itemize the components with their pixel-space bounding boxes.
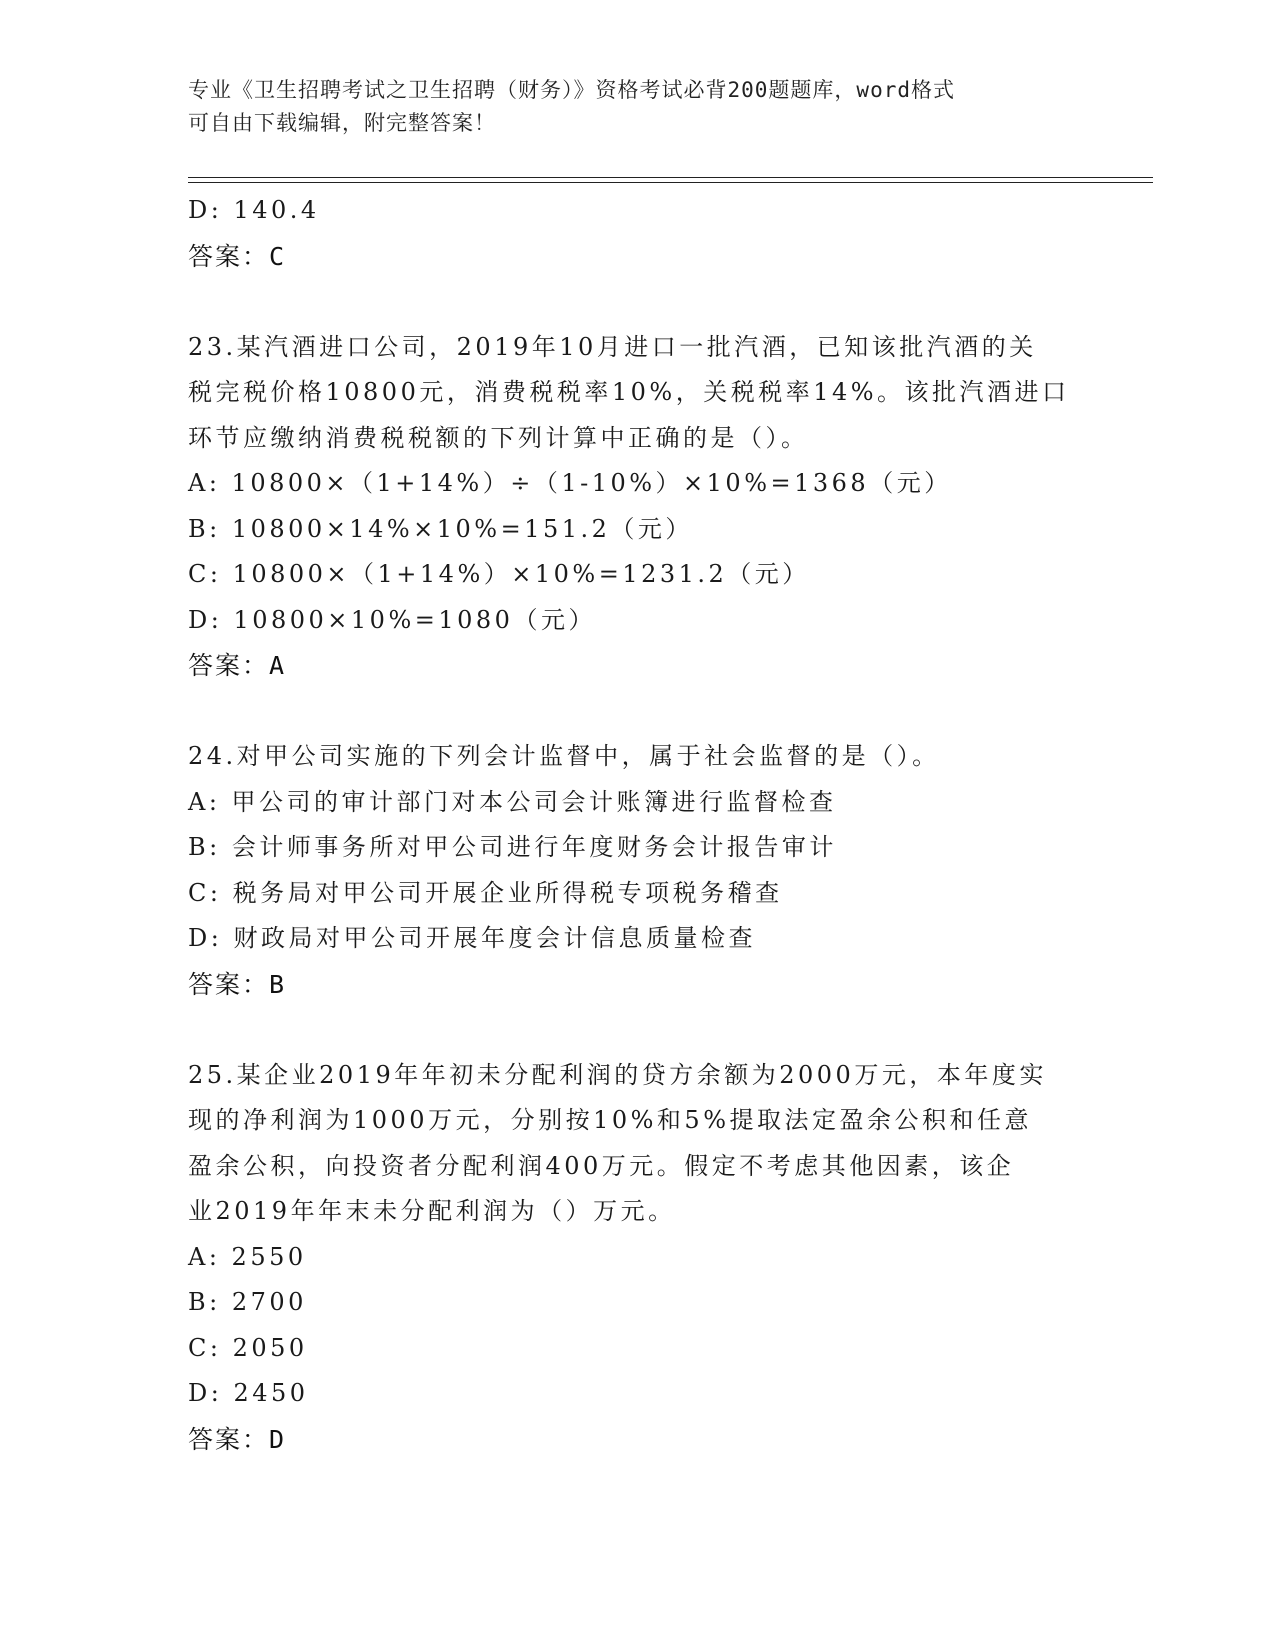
question-block bbox=[188, 1007, 1088, 1462]
question-stem-line: 税完税价格10800元，消费税税率10%，关税税率14%。该批汽酒进口 bbox=[188, 378, 1070, 406]
header-divider-bottom bbox=[188, 182, 1153, 183]
question-list bbox=[188, 188, 1088, 1462]
correct-answer: 答案：D bbox=[188, 1424, 287, 1454]
question-stem-line: 业2019年年末未分配利润为（）万元。 bbox=[188, 1197, 676, 1225]
question-stem-line: 23.某汽酒进口公司，2019年10月进口一批汽酒，已知该批汽酒的关 bbox=[188, 332, 1037, 361]
correct-answer: 答案：C bbox=[188, 241, 287, 271]
answer-option: C: 税务局对甲公司开展企业所得税专项税务稽查 bbox=[188, 878, 783, 907]
question-block bbox=[188, 689, 1088, 1008]
answer-option: B: 2700 bbox=[188, 1288, 307, 1316]
question-stem-line: 盈余公积，向投资者分配利润400万元。假定不考虑其他因素，该企 bbox=[188, 1151, 1015, 1180]
question-stem-line: 24.对甲公司实施的下列会计监督中，属于社会监督的是（）。 bbox=[188, 742, 940, 770]
answer-option: D: 140.4 bbox=[188, 196, 320, 224]
header-title-line-2: 可自由下载编辑，附完整答案！ bbox=[188, 111, 496, 135]
correct-answer: 答案：A bbox=[188, 651, 287, 680]
answer-option: A: 甲公司的审计部门对本公司会计账簿进行监督检查 bbox=[188, 787, 837, 816]
answer-option: B: 会计师事务所对甲公司进行年度财务会计报告审计 bbox=[188, 833, 837, 861]
answer-option: C: 10800×（1+14%）×10%=1231.2（元） bbox=[188, 560, 810, 588]
answer-option: D: 2450 bbox=[188, 1379, 309, 1407]
block-spacer bbox=[188, 689, 1088, 735]
correct-answer: 答案：B bbox=[188, 969, 287, 999]
question-continuation bbox=[188, 188, 1088, 279]
header-title-line-1: 专业《卫生招聘考试之卫生招聘（财务）》资格考试必背200题题库，word格式 bbox=[188, 78, 955, 102]
block-spacer bbox=[188, 1007, 1088, 1053]
question-block bbox=[188, 279, 1088, 689]
header-divider-top bbox=[188, 177, 1153, 178]
question-stem-line: 现的净利润为1000万元，分别按10%和5%提取法定盈余公积和任意 bbox=[188, 1106, 1032, 1134]
page-header bbox=[188, 74, 1068, 140]
question-stem-line: 25.某企业2019年年初未分配利润的贷方余额为2000万元，本年度实 bbox=[188, 1060, 1047, 1089]
answer-option: A: 10800×（1+14%）÷（1-10%）×10%=1368（元） bbox=[188, 469, 952, 497]
answer-option: B: 10800×14%×10%=151.2（元） bbox=[188, 514, 693, 543]
answer-option: C: 2050 bbox=[188, 1333, 308, 1362]
answer-option: D: 财政局对甲公司开展年度会计信息质量检查 bbox=[188, 924, 756, 952]
question-stem-line: 环节应缴纳消费税税额的下列计算中正确的是（）。 bbox=[188, 423, 809, 452]
answer-option: D: 10800×10%=1080（元） bbox=[188, 605, 596, 634]
answer-option: A: 2550 bbox=[188, 1242, 307, 1271]
block-spacer bbox=[188, 279, 1088, 325]
